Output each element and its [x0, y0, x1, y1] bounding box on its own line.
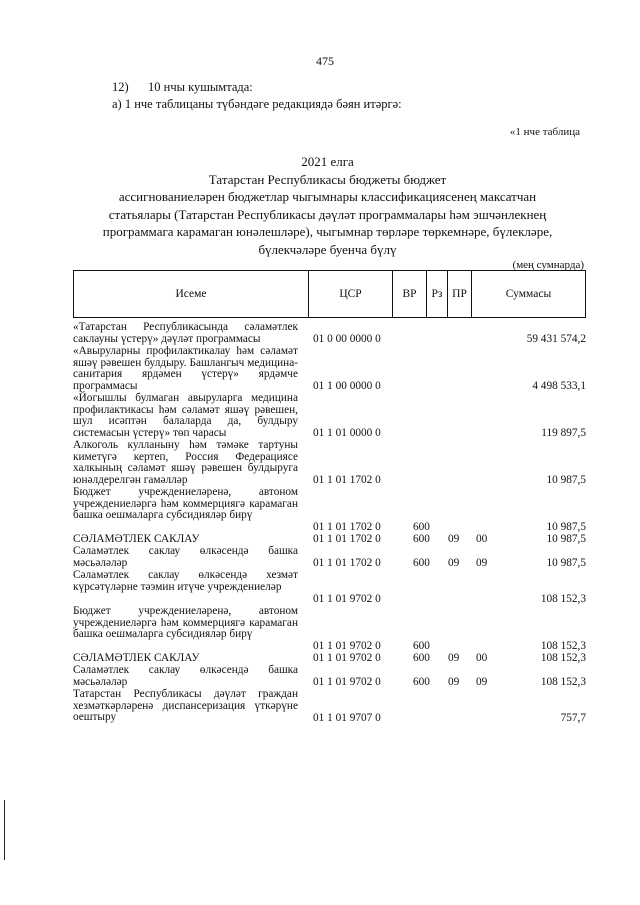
row-vr: 600	[413, 533, 430, 546]
row-pr: 09	[476, 676, 488, 689]
row-vr: 600	[413, 557, 430, 570]
table-row	[73, 606, 586, 653]
row-name: Бюджет учреждениеләренә, автоном учреждениеләргә һәм коммерциягә карамаган башка оешмаларга субсидияләр бирү	[73, 486, 298, 522]
table-row	[73, 570, 586, 606]
row-rz: 09	[448, 676, 460, 689]
table-header	[73, 270, 586, 318]
row-csr: 01 1 01 9702 0	[313, 640, 381, 653]
row-csr: 01 1 01 0000 0	[313, 427, 381, 440]
row-vr: 600	[413, 652, 430, 665]
row-rz: 09	[448, 652, 460, 665]
row-csr: 01 1 01 9702 0	[313, 593, 381, 606]
title-line: бүлекчәләре буенча бүлү	[258, 241, 397, 257]
table-row	[73, 346, 586, 393]
item-text: 10 нчы кушымтада:	[148, 80, 253, 94]
table-reference: «1 нче таблица	[509, 126, 580, 138]
row-sum: 10 987,5	[546, 474, 586, 487]
row-name: Сәламәтлек саклау өлкәсендә хезмәт күрсәтүләрне тәэмин итүче учреждениеләр	[73, 569, 298, 593]
row-sum: 10 987,5	[546, 557, 586, 570]
row-vr: 600	[413, 640, 430, 653]
item-line	[112, 80, 253, 95]
row-name: Татарстан Республикасы дәүләт граждан хезмәткәрләренә диспансеризация үткәрүне оештыру	[73, 688, 298, 724]
table-row	[73, 546, 586, 570]
row-name: Бюджет учреждениеләренә, автоном учреждениеләргә һәм коммерциягә карамаган башка оешмаларга субсидияләр бирү	[73, 605, 298, 641]
title-line: Татарстан Республикасы бюджеты бюджет	[208, 171, 447, 187]
row-pr: 09	[476, 557, 488, 570]
row-rz: 09	[448, 533, 460, 546]
header-vr: ВР	[393, 271, 427, 317]
table-row	[73, 487, 586, 534]
row-name: СӘЛАМӘТЛЕК САКЛАУ	[73, 652, 200, 664]
row-sum: 757,7	[560, 712, 586, 725]
row-name: «Авыруларны профилактикалау һәм сәламәт яшәү рәвешен булдыру. Башлангыч медицина-санитария ярдәмен үстерү» ярдәмче программасы	[73, 345, 298, 392]
row-csr: 01 1 01 1702 0	[313, 557, 381, 570]
row-csr: 01 1 01 9702 0	[313, 676, 381, 689]
row-sum: 59 431 574,2	[526, 333, 586, 346]
header-rz: Рз	[427, 271, 448, 317]
header-csr: ЦСР	[309, 271, 393, 317]
table-body	[73, 322, 586, 725]
row-rz: 09	[448, 557, 460, 570]
row-sum: 108 152,3	[540, 593, 586, 606]
table-row	[73, 665, 586, 689]
title-line: 2021 елга	[301, 154, 354, 169]
row-csr: 01 0 00 0000 0	[313, 333, 381, 346]
row-sum: 108 152,3	[540, 640, 586, 653]
table-row	[73, 440, 586, 487]
row-sum: 4 498 533,1	[532, 380, 586, 393]
row-csr: 01 1 01 1702 0	[313, 533, 381, 546]
row-name: «Йогышлы булмаган авыруларга медицина профилактикасы һәм сәламәт яшәү рәвешен, шул исәптән балаларда да, булдыру системасын үстерү» төп чарасы	[73, 392, 298, 439]
row-name: «Татарстан Республикасында сәламәтлек саклауны үстерү» дәүләт программасы	[73, 321, 298, 345]
row-sum: 119 897,5	[541, 427, 586, 440]
sub-item-text: а) 1 нче таблицаны түбәндәге редакциядә бәян итәргә:	[112, 97, 402, 111]
row-pr: 00	[476, 652, 488, 665]
scan-margin-line	[4, 800, 5, 860]
row-vr: 600	[413, 676, 430, 689]
row-vr: 600	[413, 521, 430, 534]
item-number: 12)	[112, 80, 129, 94]
row-csr: 01 1 01 1702 0	[313, 521, 381, 534]
document-title	[70, 153, 585, 258]
header-pr: ПР	[448, 271, 472, 317]
unit-note: (мең сумнарда)	[512, 259, 584, 271]
table-row	[73, 689, 586, 725]
row-name: СӘЛАМӘТЛЕК САКЛАУ	[73, 533, 200, 545]
title-line: ассигнованиеләрен бюджетлар чыгымнары классификациясенең максатчан	[118, 189, 537, 204]
title-line: программага карамаган юнәлешләре), чыгымнар төрләре төркемнәре, бүлекләре,	[102, 224, 553, 239]
row-sum: 10 987,5	[546, 533, 586, 546]
table-row	[73, 322, 586, 346]
row-csr: 01 1 00 0000 0	[313, 380, 381, 393]
row-sum: 10 987,5	[546, 521, 586, 534]
header-sum: Суммасы	[505, 288, 552, 300]
row-sum: 108 152,3	[540, 652, 586, 665]
title-line: статьялары (Татарстан Республикасы дәүләт программалары һәм эшчәнлекнең	[108, 206, 547, 222]
header-name: Исеме	[74, 271, 309, 317]
page-number: 475	[316, 54, 334, 68]
row-name: Сәламәтлек саклау өлкәсендә башка мәсьәләләр	[73, 664, 298, 688]
table-row	[73, 393, 586, 440]
row-csr: 01 1 01 9702 0	[313, 652, 381, 665]
row-csr: 01 1 01 1702 0	[313, 474, 381, 487]
row-csr: 01 1 01 9707 0	[313, 712, 381, 725]
row-pr: 00	[476, 533, 488, 546]
row-name: Сәламәтлек саклау өлкәсендә башка мәсьәләләр	[73, 545, 298, 569]
row-sum: 108 152,3	[540, 676, 586, 689]
row-name: Алкоголь кулланыну һәм тәмәке тартуны киметүгә кертеп, Россия Федерациясе халкының сәламәт яшәү рәвешен булдыруга юнәлдерелгән гамәлләр	[73, 439, 298, 486]
